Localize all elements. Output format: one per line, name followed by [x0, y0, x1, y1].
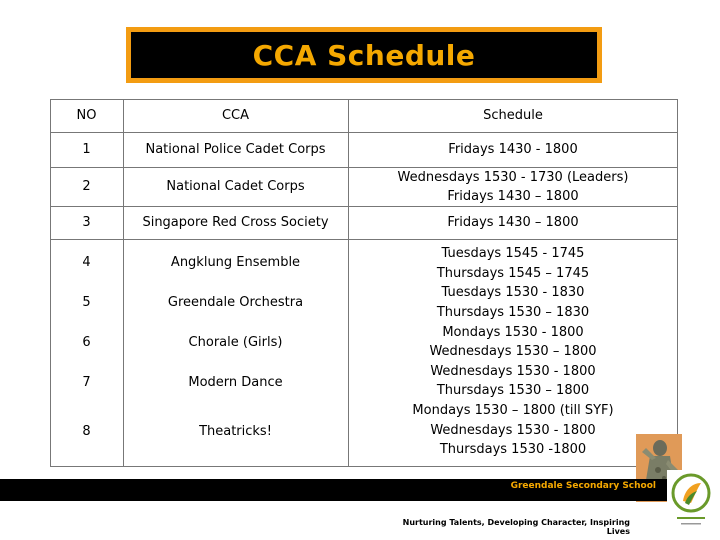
row-no: 7: [82, 374, 91, 390]
schedule-line: Wednesdays 1530 - 1730 (Leaders): [397, 169, 629, 185]
row-no: 4: [82, 254, 91, 270]
schedule-line: Wednesdays 1530 - 1800: [430, 422, 596, 438]
schedule-line: Thursdays 1530 -1800: [439, 442, 587, 458]
row-cca: Theatricks!: [199, 423, 272, 439]
school-name: Greendale Secondary School: [510, 481, 656, 491]
row-no: 3: [82, 215, 91, 230]
row-cca: Angklung Ensemble: [170, 254, 301, 270]
row-cca: National Police Cadet Corps: [145, 142, 326, 157]
row-schedule: [348, 167, 678, 206]
row-cca: Chorale (Girls): [188, 334, 283, 350]
row-no: 6: [82, 334, 91, 350]
header-schedule: Schedule: [483, 108, 543, 123]
schedule-line: Fridays 1430 – 1800: [447, 188, 579, 204]
row-schedule: Fridays 1430 – 1800: [447, 215, 579, 230]
schedule-line: Tuesdays 1545 - 1745: [441, 246, 585, 262]
schedule-line: Thursdays 1530 – 1800: [436, 383, 590, 399]
schedule-line: Wednesdays 1530 – 1800: [429, 344, 597, 360]
header-no: NO: [76, 108, 97, 123]
row-cca: Modern Dance: [188, 374, 283, 390]
table-rule: [50, 466, 678, 467]
row-no: 1: [82, 142, 91, 157]
schedule-line: Mondays 1530 – 1800 (till SYF): [412, 402, 614, 418]
page-title: CCA Schedule: [252, 38, 476, 72]
header-cca: CCA: [221, 108, 250, 123]
schedule-line: Thursdays 1545 – 1745: [436, 265, 590, 281]
title-banner: [126, 27, 602, 83]
table-rule: [50, 239, 678, 240]
row-no: 2: [82, 179, 91, 194]
school-motto: Nurturing Talents, Developing Character, Inspiring Lives: [402, 518, 630, 536]
row-cca: National Cadet Corps: [166, 179, 305, 194]
schedule-line: Wednesdays 1530 - 1800: [430, 363, 596, 379]
row-cca: Singapore Red Cross Society: [142, 215, 329, 230]
row-cca: Greendale Orchestra: [167, 294, 304, 310]
schedule-line: Thursdays 1530 – 1830: [436, 305, 590, 321]
schedule-line: Mondays 1530 - 1800: [442, 324, 584, 340]
row-no: 5: [82, 294, 91, 310]
row-schedule: Fridays 1430 - 1800: [448, 142, 578, 157]
schedule-line: Tuesdays 1530 - 1830: [441, 285, 585, 301]
schedule-stack: [348, 243, 678, 461]
school-logo: [669, 471, 713, 531]
row-no: 8: [82, 423, 91, 439]
school-crest-icon: [669, 471, 713, 531]
cca-table: [50, 99, 678, 467]
